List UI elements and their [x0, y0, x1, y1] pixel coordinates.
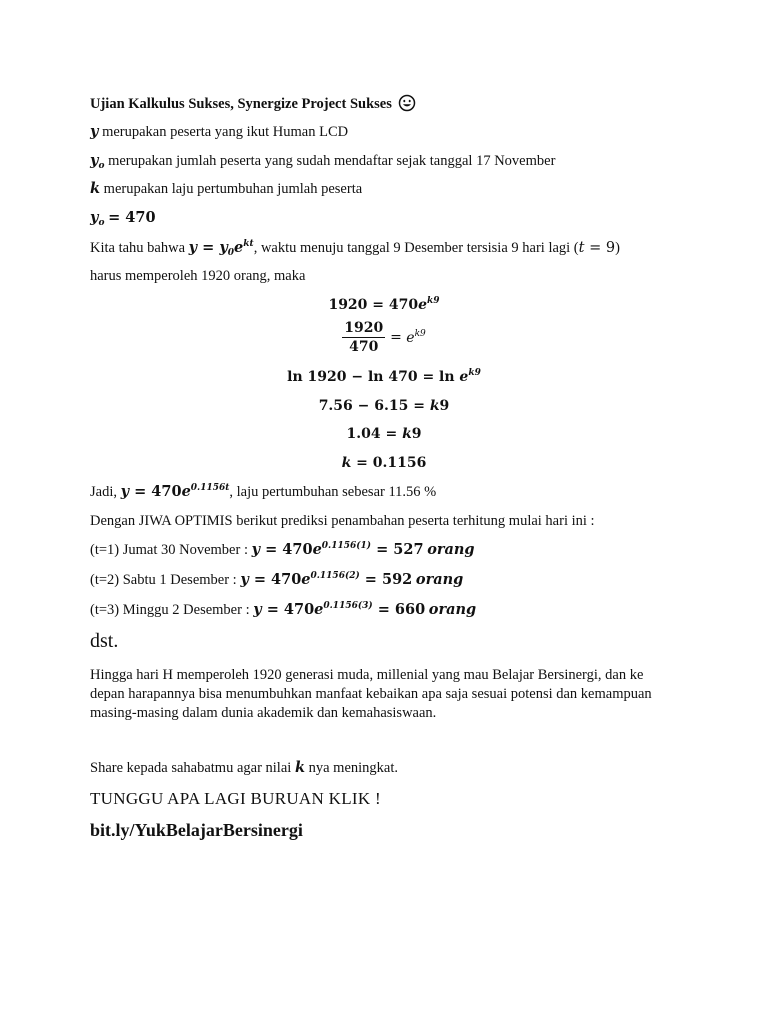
equation-5: 1.04 = k9 [346, 426, 422, 442]
share-text: Share kepada sahabatmu agar nilai k nya meningkat. [90, 759, 399, 776]
prediction-row: (t=3) Minggu 2 Desember : $y = 470e^{0.1156(3)} = 660$ orang [90, 601, 477, 618]
equation-1: $1920 = 470e^{k9}$ [328, 296, 440, 313]
call-to-action: TUNGGU APA LAGI BURUAN KLIK ! [90, 789, 381, 808]
model-statement: Kita tahu bahwa $y = y_0e^{kt}$, waktu menuju tanggal 9 Desember tersisia 9 hari lagi (t = 9) [90, 239, 620, 258]
equation-3: $\ln 1920 - \ln 470 = \ln e^{k9}$ [287, 368, 481, 385]
dst-text: dst. [90, 630, 119, 652]
definition-k: k merupakan laju pertumbuhan jumlah peserta [90, 180, 363, 197]
document-title [90, 94, 416, 117]
equation-4: 7.56 − 6.15 = k9 [318, 398, 450, 414]
signup-link[interactable]: bit.ly/YukBelajarBersinergi [90, 820, 303, 840]
yo-equation: $y_o = 470$ [90, 209, 156, 228]
fraction: $\frac{1920}{470}$ [344, 320, 384, 355]
smiley-icon [398, 94, 416, 117]
definition-y: y merupakan peserta yang ikut Human LCD [90, 123, 349, 140]
target-statement: harus memperoleh 1920 orang, maka [90, 268, 306, 284]
prediction-intro: Dengan JIWA OPTIMIS berikut prediksi penambahan peserta terhitung mulai hari ini : [90, 513, 595, 529]
prediction-row: (t=2) Sabtu 1 Desember : $y = 470e^{0.1156(2)} = 592$ orang [90, 571, 464, 588]
title-text: Ujian Kalkulus Sukses, Synergize Project Sukses [90, 96, 392, 112]
closing-paragraph: Hingga hari H memperoleh 1920 generasi muda, millenial yang mau Belajar Bersinergi, dan ke depan harapannya bisa menumbuhkan manfaat kebaikan apa saja sesuai potensi dan kemampuan masing-masing dalam dunia akademik dan kemahasiswaan. [90, 667, 652, 721]
definition-yo: $y_o$ merupakan jumlah peserta yang sudah mendaftar sejak tanggal 17 November [90, 152, 556, 171]
equation-2: $\frac{1920}{470}$ = $e^{k9}$ [344, 320, 426, 355]
equation-6: k = 0.1156 [341, 455, 427, 471]
prediction-row: (t=1) Jumat 30 November : $y = 470e^{0.1156(1)} = 527$ orang [90, 541, 475, 558]
conclusion: Jadi, $y = 470e^{0.1156t}$, laju pertumbuhan sebesar 11.56 % [90, 483, 437, 500]
